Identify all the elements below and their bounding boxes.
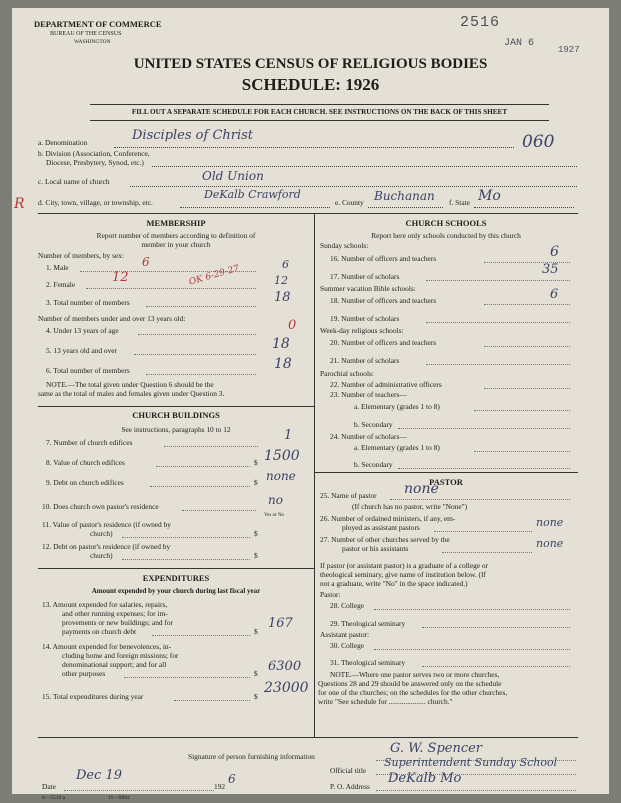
sunday-scholars-label: 17. Number of scholars <box>330 272 400 281</box>
vacation-schools-label: Summer vacation Bible schools: <box>320 284 416 293</box>
pastor-name-hint: (If church has no pastor, write "None") <box>352 502 468 511</box>
state-value: Mo <box>478 188 501 204</box>
date-value: Dec 19 <box>76 768 123 783</box>
total-expenditures-label: 15. Total expenditures during year <box>42 692 144 701</box>
buildings-heading: CHURCH BUILDINGS <box>132 410 220 420</box>
form-title: UNITED STATES CENSUS OF RELIGIOUS BODIES <box>133 56 488 72</box>
membership-note-2: same as the total of males and females given under Question 3. <box>38 389 225 398</box>
benevolences-label-4: other purposes <box>62 669 106 678</box>
residence-value-dollar: $ <box>254 529 258 538</box>
assistant-seminary-label: 31. Theological seminary <box>330 658 406 667</box>
parochial-scholars-elementary-label: a. Elementary (grades 1 to 8) <box>354 443 440 452</box>
parochial-teachers-elementary-label: a. Elementary (grades 1 to 8) <box>354 402 440 411</box>
over-13-label: 5. 13 years old and over <box>46 346 118 355</box>
membership-intro-2: member in your church <box>141 240 211 249</box>
sunday-schools-label: Sunday schools: <box>320 241 369 250</box>
pastor-college-label: 28. College <box>330 601 365 610</box>
benevolences-label-2: cluding home and foreign missions; for <box>62 651 179 660</box>
county-label: e. County <box>335 198 364 207</box>
form-number: 8—5519 a <box>42 795 66 801</box>
female-label: 2. Female <box>46 280 76 289</box>
over-13-value: 18 <box>272 336 290 352</box>
running-expenses-label: 13. Amount expended for salaries, repairs, <box>42 600 168 609</box>
year-value: 6 <box>228 772 236 786</box>
division-label-2: Diocese, Presbytery, Synod, etc.) <box>46 158 144 167</box>
under-13-label: 4. Under 13 years of age <box>46 326 119 335</box>
denomination-value: Disciples of Christ <box>132 128 254 143</box>
pastor-heading: PASTOR <box>429 477 463 487</box>
membership-note: NOTE.—The total given under Question 6 should be the <box>46 380 214 389</box>
female-note: 12 <box>274 274 288 287</box>
residence-debt-dollar: $ <box>254 551 258 560</box>
age-members-label: Number of members under and over 13 years old: <box>38 314 186 323</box>
verification-date-note: OK 6-29-27 <box>188 263 241 288</box>
edifices-value: 1 <box>284 428 293 443</box>
buildings-sub: See instructions, paragraphs 10 to 12 <box>121 425 231 434</box>
residence-value-label-2: church) <box>90 529 113 538</box>
pastor-name-label: 25. Name of pastor <box>320 491 377 500</box>
stamp-number: 2516 <box>460 14 501 31</box>
edifice-debt-value: none <box>266 469 296 483</box>
edifices-label: 7. Number of church edifices <box>46 438 133 447</box>
parochial-scholars-label: 24. Number of scholars— <box>330 432 407 441</box>
city-name: WASHINGTON <box>74 39 111 45</box>
assistant-college-label: 30. College <box>330 641 365 650</box>
pastor-residence-value: no <box>268 493 283 507</box>
running-expenses-label-2: and other running expenses; for im- <box>62 609 168 618</box>
benevolences-dollar: $ <box>254 669 258 678</box>
official-title-label: Official title <box>330 766 367 775</box>
other-churches-value: none <box>536 537 564 550</box>
weekday-scholars-label: 21. Number of scholars <box>330 356 400 365</box>
address-label: P. O. Address <box>330 782 370 791</box>
total-members-label: 3. Total number of members <box>46 298 130 307</box>
local-name-label: c. Local name of church <box>38 177 110 186</box>
city-label: d. City, town, village, or township, etc. <box>38 198 153 207</box>
city-value: DeKalb Crawford <box>204 188 301 201</box>
residence-debt-label-2: church) <box>90 551 113 560</box>
parochial-scholars-secondary-label: b. Secondary <box>354 460 393 469</box>
print-number: 11—9064 <box>108 795 130 801</box>
department-name: DEPARTMENT OF COMMERCE <box>34 19 162 29</box>
running-expenses-value: 167 <box>268 616 293 631</box>
sunday-teachers-label: 16. Number of officers and teachers <box>330 254 437 263</box>
assistant-pastor-subheading: Assistant pastor: <box>320 630 370 639</box>
address-value: DeKalb Mo <box>388 771 462 786</box>
benevolences-value: 6300 <box>268 659 302 674</box>
expenditures-sub: Amount expended by your church during last fiscal year <box>91 587 261 595</box>
local-name-value: Old Union <box>202 169 264 183</box>
expenditures-heading: EXPENDITURES <box>142 573 210 583</box>
other-churches-label-2: pastor or his assistants <box>342 544 409 553</box>
ordained-ministers-label: 26. Number of ordained ministers, if any, em- <box>320 514 456 523</box>
margin-mark: R <box>14 196 25 212</box>
county-value: Buchanan <box>374 189 435 203</box>
vacation-teachers-label: 18. Number of officers and teachers <box>330 296 437 305</box>
under-13-value: 0 <box>288 318 297 333</box>
graduate-instruction-2: theological seminary, give name of institution below. (If <box>320 570 486 579</box>
membership-intro: Report number of members according to definition of <box>96 231 256 240</box>
signature-label: Signature of person furnishing information <box>188 752 315 761</box>
schools-heading: CHURCH SCHOOLS <box>405 218 487 228</box>
female-value: 12 <box>112 270 129 285</box>
stamp-date: JAN 6 <box>504 38 535 49</box>
total-expenditures-value: 23000 <box>264 680 309 696</box>
sunday-teachers-value: 6 <box>550 244 559 260</box>
edifice-debt-label: 9. Debt on church edifices <box>46 478 124 487</box>
division-label: b. Division (Association, Conference, <box>38 149 150 158</box>
administrative-officers-label: 22. Number of administrative officers <box>330 380 442 389</box>
graduate-instruction-3: not a graduate, write "No" in the space indicated.) <box>320 579 468 588</box>
stamp-year: 1927 <box>558 45 580 55</box>
membership-heading: MEMBERSHIP <box>146 218 206 228</box>
pastor-note-4: write "See schedule for .................... church." <box>318 697 453 706</box>
pastor-note-2: Questions 28 and 29 should be answered only on the schedule <box>318 679 502 688</box>
male-note: 6 <box>282 258 289 271</box>
edifice-debt-dollar: $ <box>254 478 258 487</box>
members-by-sex-label: Number of members, by sex: <box>38 251 124 260</box>
male-value: 6 <box>142 255 150 269</box>
pastor-subheading: Pastor: <box>320 590 341 599</box>
total-members-age-value: 18 <box>274 356 292 372</box>
parochial-teachers-label: 23. Number of teachers— <box>330 390 407 399</box>
denomination-code: 060 <box>522 132 555 152</box>
total-expenditures-dollar: $ <box>254 692 258 701</box>
pastor-residence-label: 10. Does church own pastor's residence <box>42 502 159 511</box>
bureau-name: BUREAU OF THE CENSUS <box>50 31 122 37</box>
total-members-age-label: 6. Total number of members <box>46 366 130 375</box>
census-schedule-page <box>12 8 609 801</box>
weekday-teachers-label: 20. Number of officers and teachers <box>330 338 437 347</box>
residence-debt-label: 12. Debt on pastor's residence (if owned by <box>42 542 171 551</box>
parochial-schools-label: Parochial schools: <box>320 369 374 378</box>
sunday-scholars-value: 35 <box>542 262 559 277</box>
year-prefix: 192 <box>214 782 226 791</box>
graduate-instruction: If pastor (or assistant pastor) is a graduate of a college or <box>320 561 489 570</box>
edifice-value-dollar: $ <box>254 458 258 467</box>
other-churches-label: 27. Number of other churches served by the <box>320 535 450 544</box>
vacation-scholars-label: 19. Number of scholars <box>330 314 400 323</box>
parochial-teachers-secondary-label: b. Secondary <box>354 420 393 429</box>
official-title-value: Superintendent Sunday School <box>384 756 558 769</box>
pastor-name-value: none <box>404 481 439 497</box>
edifice-value-amount: 1500 <box>264 448 300 464</box>
signature-value: G. W. Spencer <box>390 741 483 756</box>
schools-intro: Report here only schools conducted by this church <box>371 231 521 240</box>
separate-schedule-instruction: FILL OUT A SEPARATE SCHEDULE FOR EACH CHURCH. SEE INSTRUCTIONS ON THE BACK OF THIS SHEET <box>131 108 508 116</box>
running-expenses-dollar: $ <box>254 627 258 636</box>
schedule-title: SCHEDULE: 1926 <box>241 75 380 94</box>
pastor-note: NOTE.—Where one pastor serves two or more churches, <box>330 670 500 679</box>
denomination-label: a. Denomination <box>38 138 88 147</box>
yes-or-no-hint: Yes or No <box>264 513 285 518</box>
running-expenses-label-3: provements or new buildings; and for <box>62 618 174 627</box>
ordained-ministers-value: none <box>536 516 564 529</box>
male-label: 1. Male <box>46 263 69 272</box>
running-expenses-label-4: payments on church debt <box>62 627 137 636</box>
weekday-schools-label: Week-day religious schools: <box>320 326 404 335</box>
edifice-value-label: 8. Value of church edifices <box>46 458 125 467</box>
ordained-ministers-label-2: ployed as assistant pastors <box>342 523 420 532</box>
date-label: Date <box>42 782 56 791</box>
benevolences-label-3: denominational support; and for all <box>62 660 167 669</box>
state-label: f. State <box>449 198 470 207</box>
pastor-seminary-label: 29. Theological seminary <box>330 619 406 628</box>
vacation-teachers-value: 6 <box>550 287 559 302</box>
pastor-note-3: for one of the churches; on the schedules for the other churches, <box>318 688 508 697</box>
benevolences-label: 14. Amount expended for benevolences, in- <box>42 642 172 651</box>
residence-value-label: 11. Value of pastor's residence (if owned by <box>42 520 171 529</box>
total-members-value: 18 <box>274 290 291 305</box>
